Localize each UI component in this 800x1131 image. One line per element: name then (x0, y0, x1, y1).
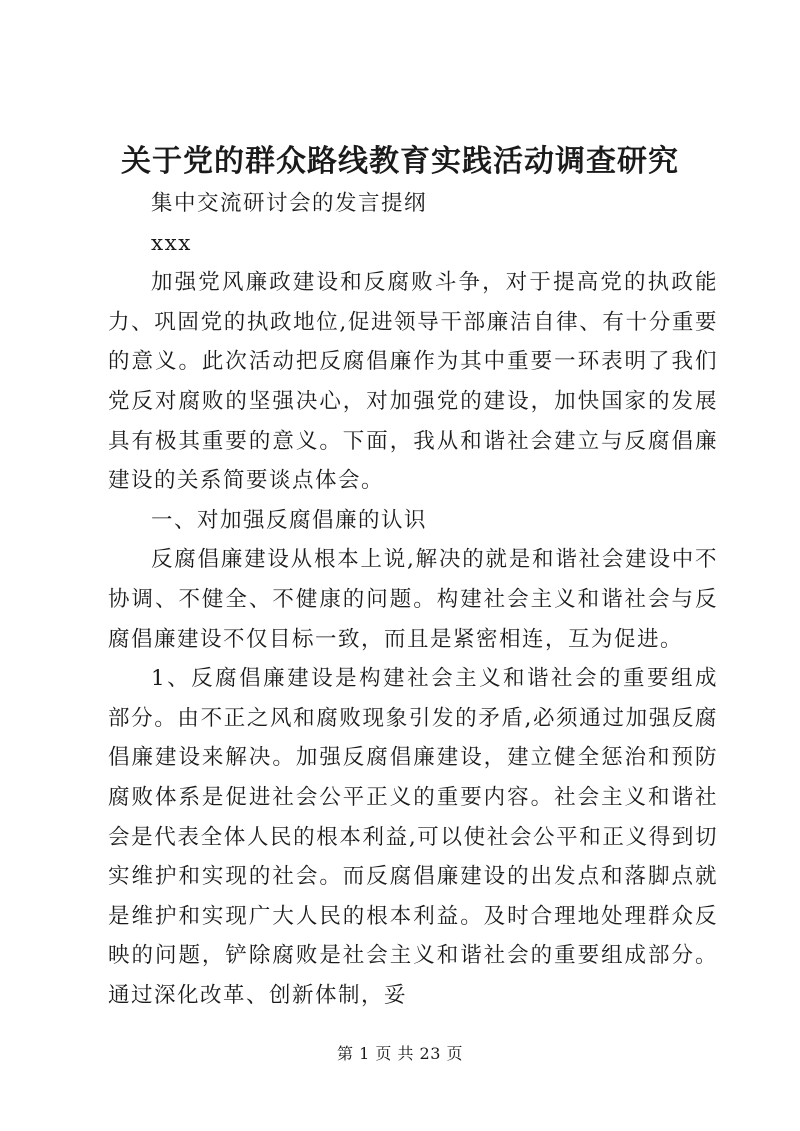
author-paragraph: xxx (151, 230, 192, 256)
intro-paragraph: 加强党风廉政建设和反腐败斗争，对于提高党的执政能力、巩固党的执政地位,促进领导干部廉洁自律、有十分重要的意义。此次活动把反腐倡廉作为其中重要一环表明了我们党反对腐败的坚强决心，对加强党的建设，加快国家的发展具有极其重要的意义。下面，我从和谐社会建立与反腐倡廉建设的关系简要谈点体会。 (108, 270, 718, 494)
document-body (108, 184, 718, 1015)
document-title: 关于党的群众路线教育实践活动调查研究 (121, 144, 679, 179)
subtitle-paragraph: 集中交流研讨会的发言提纲 (151, 191, 428, 216)
page-number: 第 1 页 共 23 页 (337, 1044, 463, 1063)
body-paragraph: 反腐倡廉建设从根本上说,解决的就是和谐社会建设中不协调、不健全、不健康的问题。构建社会主义和谐社会与反腐倡廉建设不仅目标一致，而且是紧密相连，互为促进。 (108, 547, 718, 652)
section-heading: 一、对加强反腐倡廉的认识 (151, 507, 428, 533)
body-paragraph: 1、反腐倡廉建设是构建社会主义和谐社会的重要组成部分。由不正之风和腐败现象引发的矛盾,必须通过加强反腐倡廉建设来解决。加强反腐倡廉建设，建立健全惩治和预防腐败体系是促进社会公平正义的重要内容。社会主义和谐社会是代表全体人民的根本利益,可以使社会公平和正义得到切实维护和实现的社会。而反腐倡廉建设的出发点和落脚点就是维护和实现广大人民的根本利益。及时合理地处理群众反映的问题，铲除腐败是社会主义和谐社会的重要组成部分。通过深化改革、创新体制，妥 (108, 666, 718, 1008)
